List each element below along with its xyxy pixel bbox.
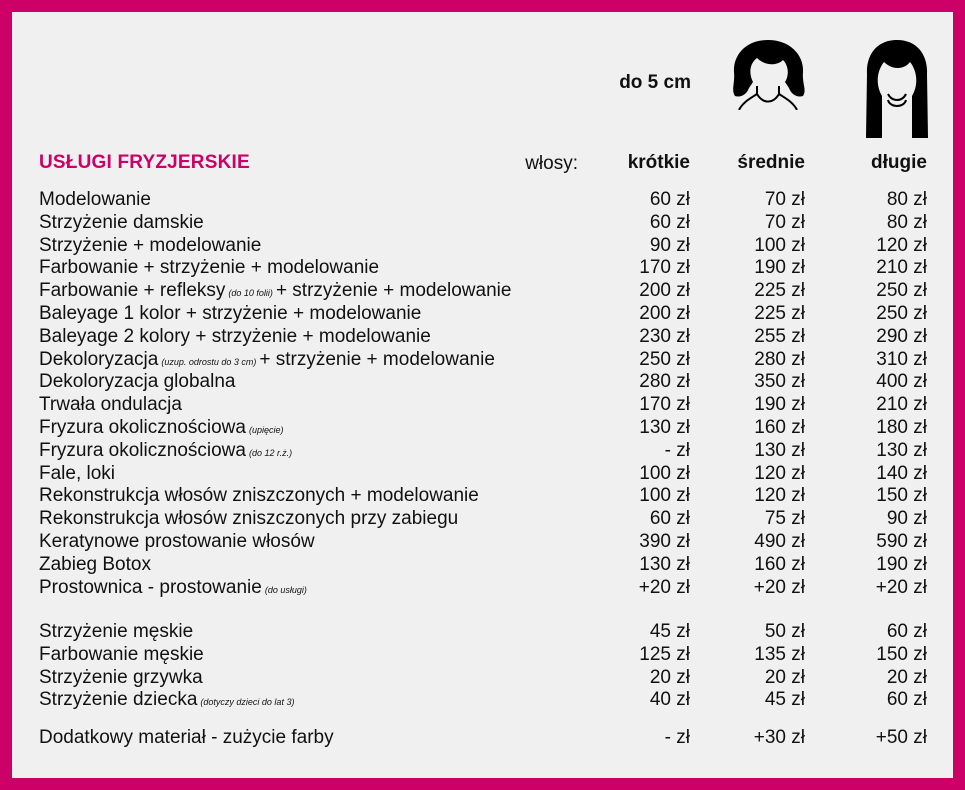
service-name (39, 235, 261, 257)
price-medium: 50 zł (764, 621, 805, 642)
service-name (39, 394, 182, 416)
service-label: Modelowanie (39, 189, 151, 210)
service-name (39, 303, 421, 325)
price-long: 400 zł (876, 371, 927, 393)
price-short: 60 zł (649, 211, 690, 233)
price-medium: 160 zł (754, 553, 805, 575)
service-name (39, 417, 286, 441)
service-name (39, 440, 295, 464)
price-medium: 120 zł (754, 485, 805, 507)
price-medium: +30 zł (753, 727, 805, 748)
table-row (0, 689, 965, 711)
price-long: 590 zł (876, 531, 927, 552)
service-suffix: + strzyżenie + modelowanie (275, 280, 512, 302)
service-label: Strzyżenie męskie (39, 621, 194, 642)
service-label: Rekonstrukcja włosów zniszczonych przy zabiegu (39, 508, 459, 530)
price-long: +20 zł (875, 576, 927, 598)
service-name (39, 371, 235, 393)
table-row (0, 531, 965, 553)
service-name (39, 727, 334, 749)
table-row (0, 417, 965, 439)
price-long: 210 zł (876, 394, 927, 416)
column-header-medium: średnie (737, 152, 805, 173)
service-label: Dodatkowy materiał - zużycie farby (39, 727, 334, 748)
service-label: Baleyage 2 kolory + strzyżenie + modelowanie (39, 325, 431, 347)
service-name (39, 531, 315, 553)
price-long: 190 zł (876, 553, 927, 575)
price-short: 125 zł (639, 643, 690, 665)
table-row (0, 508, 965, 530)
table-row (0, 394, 965, 416)
service-name (39, 621, 193, 643)
table-row (0, 485, 965, 507)
table-row (0, 621, 965, 643)
price-long: 130 zł (876, 439, 927, 461)
service-label: Rekonstrukcja włosów zniszczonych + modelowanie (39, 485, 479, 507)
service-name (39, 554, 151, 576)
price-medium: 190 zł (754, 257, 805, 279)
price-long: 80 zł (886, 189, 927, 210)
service-label: Fryzura okolicznościowa (39, 417, 246, 438)
service-name (39, 577, 310, 601)
price-long: 250 zł (876, 280, 927, 302)
service-name (39, 644, 204, 666)
service-note: (do usługi) (264, 584, 307, 595)
column-header-short: krótkie (627, 152, 690, 173)
price-medium: 75 zł (764, 508, 805, 530)
price-short: 45 zł (649, 621, 690, 642)
service-name (39, 667, 203, 689)
price-medium: 45 zł (764, 689, 805, 711)
table-row (0, 303, 965, 325)
price-short: +20 zł (638, 576, 690, 598)
service-label: Farbowanie + strzyżenie + modelowanie (39, 257, 380, 279)
service-note: (do 10 folii) (228, 288, 273, 299)
price-long: +50 zł (875, 727, 927, 748)
price-medium: 135 zł (754, 643, 805, 665)
price-short: 60 zł (649, 189, 690, 210)
table-row (0, 235, 965, 257)
table-row (0, 463, 965, 485)
price-long: 150 zł (876, 643, 927, 665)
table-row (0, 727, 965, 749)
service-note: (dotyczy dzieci do lat 3) (200, 697, 295, 708)
price-short: 100 zł (639, 462, 690, 484)
service-note: (do 12 r.ż.) (248, 447, 293, 458)
table-row (0, 257, 965, 279)
price-short: 40 zł (649, 689, 690, 711)
price-long: 20 zł (886, 666, 927, 688)
price-medium: 190 zł (754, 394, 805, 416)
price-medium: 70 zł (764, 189, 805, 210)
price-short: 100 zł (639, 485, 690, 507)
service-label: Strzyżenie damskie (39, 211, 204, 233)
price-medium: 70 zł (764, 211, 805, 233)
table-row (0, 577, 965, 599)
price-short: 230 zł (639, 325, 690, 347)
price-long: 290 zł (876, 325, 927, 347)
service-label: Strzyżenie dziecka (39, 689, 198, 711)
service-note: (uzup. odrostu do 3 cm) (161, 356, 257, 367)
table-row (0, 212, 965, 234)
price-long: 210 zł (876, 257, 927, 279)
service-label: Baleyage 1 kolor + strzyżenie + modelowanie (39, 303, 422, 324)
table-row (0, 440, 965, 462)
service-label: Zabieg Botox (39, 553, 151, 575)
table-row (0, 644, 965, 666)
price-long: 310 zł (876, 348, 927, 370)
price-long: 90 zł (886, 508, 927, 530)
service-label: Farbowanie + refleksy (39, 280, 226, 302)
service-label: Farbowanie męskie (39, 643, 204, 665)
service-label: Prostownica - prostowanie (39, 576, 262, 598)
service-name (39, 508, 458, 530)
table-row (0, 280, 965, 302)
service-label: Strzyżenie grzywka (39, 666, 203, 688)
price-medium: 280 zł (754, 348, 805, 370)
service-label: Strzyżenie + modelowanie (39, 234, 262, 256)
price-short: 280 zł (639, 371, 690, 393)
price-long: 120 zł (876, 234, 927, 256)
price-short: 200 zł (639, 280, 690, 302)
section-title: USŁUGI FRYZJERSKIE (39, 152, 250, 173)
price-short: 170 zł (639, 257, 690, 279)
price-medium: 350 zł (754, 371, 805, 393)
price-medium: 20 zł (764, 666, 805, 688)
price-medium: 225 zł (754, 303, 805, 324)
service-suffix: + strzyżenie + modelowanie (259, 348, 495, 370)
price-short: 90 zł (649, 234, 690, 256)
service-name (39, 189, 151, 211)
service-label: Trwała ondulacja (39, 394, 182, 416)
table-row (0, 349, 965, 371)
table-row (0, 667, 965, 689)
price-medium: +20 zł (753, 576, 805, 598)
column-header-long: długie (871, 152, 927, 173)
table-row (0, 189, 965, 211)
service-label: Dekoloryzacja globalna (39, 371, 236, 393)
hair-label: włosy: (525, 153, 578, 174)
price-long: 250 zł (876, 303, 927, 324)
price-short: 170 zł (639, 394, 690, 416)
price-medium: 130 zł (754, 439, 805, 461)
service-name (39, 485, 479, 507)
table-row (0, 326, 965, 348)
service-name (39, 212, 204, 234)
service-name (39, 689, 297, 713)
short-hair-woman-icon (727, 38, 809, 110)
price-short: 200 zł (639, 303, 690, 324)
price-medium: 100 zł (754, 234, 805, 256)
price-short: 60 zł (649, 508, 690, 530)
long-hair-woman-icon (860, 38, 934, 142)
service-name (39, 257, 379, 279)
price-short: 130 zł (639, 417, 690, 438)
service-label: Fryzura okolicznościowa (39, 439, 246, 461)
service-label: Fale, loki (39, 462, 116, 484)
service-note: (upięcie) (248, 425, 284, 435)
price-long: 140 zł (876, 462, 927, 484)
price-long: 180 zł (876, 417, 927, 438)
price-medium: 255 zł (754, 325, 805, 347)
price-long: 80 zł (886, 211, 927, 233)
table-row (0, 371, 965, 393)
price-short: - zł (664, 727, 690, 748)
service-name (39, 463, 115, 485)
price-short: 130 zł (639, 553, 690, 575)
price-long: 150 zł (876, 485, 927, 507)
price-short: 20 zł (649, 666, 690, 688)
table-row (0, 554, 965, 576)
price-medium: 225 zł (754, 280, 805, 302)
length-label: do 5 cm (619, 72, 691, 93)
price-medium: 120 zł (754, 462, 805, 484)
service-label: Keratynowe prostowanie włosów (39, 531, 315, 552)
price-long: 60 zł (886, 621, 927, 642)
service-name (39, 326, 431, 348)
price-short: - zł (664, 439, 690, 461)
price-short: 390 zł (639, 531, 690, 552)
service-name (39, 280, 511, 304)
service-label: Dekoloryzacja (39, 348, 159, 370)
price-medium: 490 zł (754, 531, 805, 552)
service-name (39, 349, 495, 373)
price-short: 250 zł (639, 348, 690, 370)
price-long: 60 zł (886, 689, 927, 711)
price-medium: 160 zł (754, 417, 805, 438)
